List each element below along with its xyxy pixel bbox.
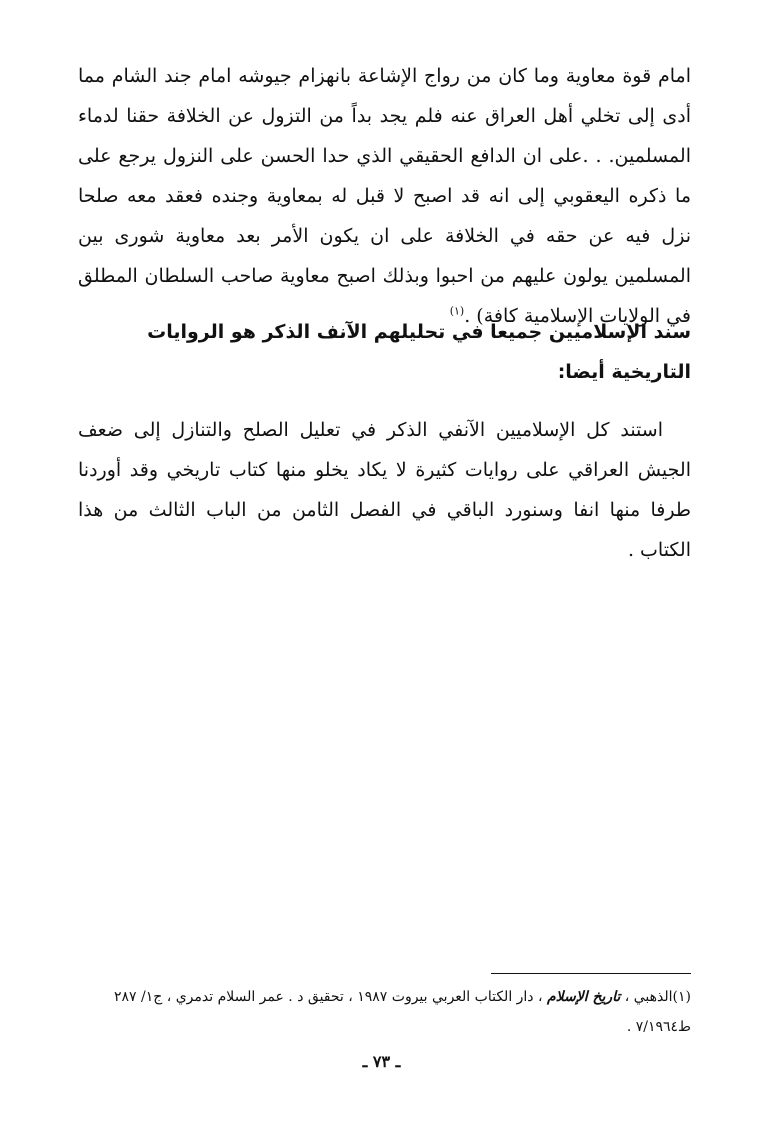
footnote-details: ، دار الكتاب العربي بيروت ١٩٨٧ ، تحقيق د . عمر السلام تدمري ، ج١/ ٢٨٧ ط٧/١٩٦٤ . (113, 989, 691, 1035)
footnote-book-title: تاريخ الإسلام (546, 989, 621, 1005)
footnote-author: الذهبي ، (624, 989, 673, 1005)
body-paragraph-2: استند كل الإسلاميين الآنفي الذكر في تعليل الصلح والتنازل إلى ضعف الجيش العراقي على روايات كثيرة لا يكاد يخلو منها كتاب تاريخي وقد أوردنا طرفا منها انفا وسنورد الباقي في الفصل الثامن من الباب الثالث من هذا الكتاب . (78, 419, 691, 561)
footnote (78, 982, 691, 1042)
page-number: ـ ٧٣ ـ (362, 1052, 401, 1071)
section-heading: سند الإسلاميين جميعا في تحليلهم الآنف الذكر هو الروايات التاريخية أيضا: (147, 321, 691, 383)
paragraph-1-text: امام قوة معاوية وما كان من رواج الإشاعة بانهزام جيوشه امام جند الشام مما أدى إلى تخلي أهل العراق عنه فلم يجد بداً من التزول عن الخلافة حقنا لدماء المسلمين. . .على ان الدافع الحقيقي الذي حدا الحسن على النزول يرجع على ما ذكره اليعقوبي إلى انه قد اصبح لا قبل له بمعاوية وجنده فعقد معه صلحا نزل فيه عن حقه في الخلافة على ان يكون الأمر بعد معاوية شورى بين المسلمين يولون عليهم من احبوا وبذلك اصبح معاوية صاحب السلطان المطلق في الولايات الإسلامية كافة) . (78, 65, 691, 327)
footnote-reference: (١) (449, 304, 465, 318)
footnote-divider (491, 973, 691, 974)
body-paragraph-1 (78, 56, 691, 336)
footnote-marker: (١) (672, 989, 691, 1005)
